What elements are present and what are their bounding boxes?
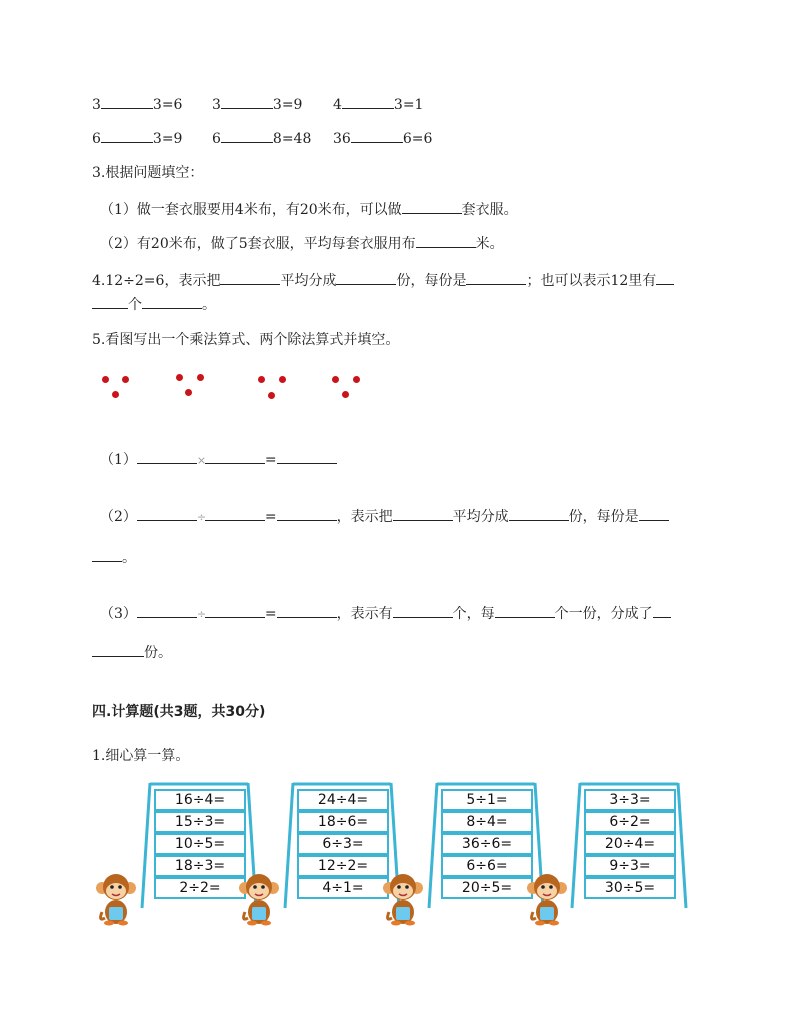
answer-blank[interactable]: [221, 94, 273, 109]
ladder-rail: [429, 783, 437, 908]
monkey-icon: [381, 872, 425, 926]
dot: [342, 391, 349, 398]
answer-blank[interactable]: [137, 603, 197, 618]
ladder-problem: 24÷4=: [297, 789, 389, 811]
answer-blank[interactable]: [509, 506, 569, 521]
answer-blank[interactable]: [137, 506, 197, 521]
question-5-part-3: （3） ÷ = ，表示有 个，每 个一份，分成了: [100, 603, 671, 625]
answer-blank[interactable]: [495, 603, 555, 618]
question-5-part-3-cont: 份。: [92, 642, 172, 663]
question-3-part-2: （2）有20米布，做了5套衣服，平均每套衣服用布 米。: [100, 233, 504, 254]
answer-blank[interactable]: [142, 294, 202, 309]
answer-blank[interactable]: [639, 506, 669, 521]
question-5-part-1: （1） × =: [100, 449, 337, 471]
ladder-rail: [678, 783, 686, 908]
answer-blank[interactable]: [466, 270, 526, 285]
dot: [258, 376, 265, 383]
answer-blank[interactable]: [92, 547, 122, 562]
ladder-problem: 15÷3=: [154, 811, 246, 833]
question-3-part-1: （1）做一套衣服要用4米布，有20米布，可以做 套衣服。: [100, 199, 518, 220]
answer-blank[interactable]: [137, 449, 197, 464]
answer-blank[interactable]: [393, 506, 453, 521]
section-4-question-1: 1.细心算一算。: [92, 748, 190, 764]
ladder-problem: 3÷3=: [584, 789, 676, 811]
ladder-problem: 4÷1=: [297, 877, 389, 899]
answer-blank[interactable]: [205, 506, 265, 521]
ladder-problem: 18÷3=: [154, 855, 246, 877]
answer-blank[interactable]: [221, 128, 273, 143]
answer-blank[interactable]: [277, 449, 337, 464]
answer-blank[interactable]: [101, 94, 153, 109]
ladder-problem: 36÷6=: [441, 833, 533, 855]
dot: [112, 391, 119, 398]
answer-blank[interactable]: [402, 199, 462, 214]
ladder-rail: [285, 783, 293, 908]
ladder-rail: [142, 783, 150, 908]
dot: [353, 376, 360, 383]
dot: [279, 376, 286, 383]
answer-blank[interactable]: [277, 603, 337, 618]
dot: [102, 376, 109, 383]
answer-blank[interactable]: [416, 233, 476, 248]
ladder-problem: 20÷5=: [441, 877, 533, 899]
answer-blank[interactable]: [653, 603, 671, 618]
dot: [268, 392, 275, 399]
ladder-problem: 2÷2=: [154, 877, 246, 899]
question-5-part-2: （2） ÷ = ，表示把 平均分成 份，每份是: [100, 506, 669, 528]
monkey-icon: [525, 872, 569, 926]
monkey-icon: [94, 872, 138, 926]
answer-blank[interactable]: [393, 603, 453, 618]
ladder-problem: 18÷6=: [297, 811, 389, 833]
ladder-problem: 16÷4=: [154, 789, 246, 811]
dot: [122, 376, 129, 383]
ladder-problem: 30÷5=: [584, 877, 676, 899]
dot: [176, 374, 183, 381]
dot: [185, 389, 192, 396]
question-3-title: 3.根据问题填空：: [92, 165, 204, 181]
ladder-problem: 9÷3=: [584, 855, 676, 877]
question-5-part-2-cont: 。: [92, 547, 136, 568]
answer-blank[interactable]: [277, 506, 337, 521]
answer-blank[interactable]: [351, 128, 403, 143]
ladder-problem: 20÷4=: [584, 833, 676, 855]
question-5-title: 5.看图写出一个乘法算式、两个除法算式并填空。: [92, 332, 400, 348]
ladder-rail: [572, 783, 580, 908]
question-4-line-2: 个 。: [92, 294, 216, 315]
monkey-icon: [237, 872, 281, 926]
answer-blank[interactable]: [92, 642, 144, 657]
question-4-line-1: 4.12÷2=6，表示把 平均分成 份，每份是 ；也可以表示12里有: [92, 270, 674, 291]
answer-blank[interactable]: [342, 94, 394, 109]
ladder-problem: 6÷6=: [441, 855, 533, 877]
ladder-problem: 8÷4=: [441, 811, 533, 833]
answer-blank[interactable]: [92, 294, 128, 309]
ladder-4: [570, 781, 688, 909]
answer-blank[interactable]: [205, 603, 265, 618]
answer-blank[interactable]: [336, 270, 396, 285]
ladder-problem: 5÷1=: [441, 789, 533, 811]
answer-blank[interactable]: [101, 128, 153, 143]
ladder-problem: 12÷2=: [297, 855, 389, 877]
ladder-problem: 10÷5=: [154, 833, 246, 855]
answer-blank[interactable]: [205, 449, 265, 464]
ladder-problem: 6÷3=: [297, 833, 389, 855]
dot: [332, 376, 339, 383]
dot: [197, 374, 204, 381]
answer-blank[interactable]: [656, 270, 674, 285]
ladder-problem: 6÷2=: [584, 811, 676, 833]
section-4-heading: 四.计算题(共3题，共30分): [92, 704, 266, 720]
answer-blank[interactable]: [220, 270, 280, 285]
